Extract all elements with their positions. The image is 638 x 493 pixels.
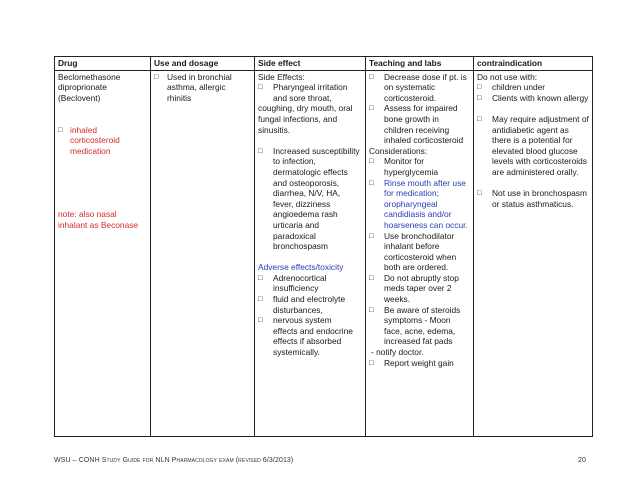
list-item — [58, 125, 147, 157]
side-effect-item: Increased susceptibility to infection, dermatologic effects and osteoporosis, diarrhea, N/V, HA, fever, dizziness angioedema rash urticaria and paradoxical bronchospasm — [273, 145, 360, 252]
checkbox-bullet-icon: □ — [258, 315, 263, 325]
adverse-effects-heading: Adverse effects/toxicity — [258, 262, 344, 273]
checkbox-bullet-icon: □ — [369, 177, 374, 187]
teaching-item: Assess for impaired bone growth in children receiving inhaled corticosteroid — [384, 103, 464, 146]
list-item — [369, 358, 470, 369]
use-item: Used in bronchial asthma, allergic rhinitis — [167, 71, 232, 103]
list-item — [369, 231, 470, 273]
checkbox-bullet-icon: □ — [369, 71, 374, 81]
page-number: 20 — [578, 457, 586, 464]
checkbox-bullet-icon: □ — [258, 82, 263, 92]
table-header-row — [55, 57, 593, 71]
checkbox-bullet-icon: □ — [369, 156, 374, 166]
teaching-notify: - notify doctor. — [371, 347, 424, 358]
contraindication-item: Not use in bronchospasm or status asthmaticus. — [492, 188, 587, 209]
drug-route: inhaled corticosteroid medication — [70, 124, 120, 156]
checkbox-bullet-icon: □ — [258, 272, 263, 282]
checkbox-bullet-icon: □ — [369, 304, 374, 314]
list-item — [477, 188, 589, 209]
list-item — [258, 82, 362, 103]
list-item — [369, 103, 470, 145]
list-item — [369, 305, 470, 347]
header-side-effect: Side effect — [255, 57, 366, 71]
list-item — [477, 114, 589, 178]
side-effect-item: Pharyngeal irritation and sore throat, — [273, 82, 348, 103]
checkbox-bullet-icon: □ — [369, 103, 374, 113]
header-use-dosage: Use and dosage — [151, 57, 255, 71]
page-footer — [54, 456, 592, 467]
teaching-item: Do not abruptly stop meds taper over 2 weeks. — [384, 272, 459, 305]
teaching-item: Report weight gain — [384, 357, 454, 368]
teaching-item: Monitor for hyperglycemia — [384, 156, 438, 177]
checkbox-bullet-icon: □ — [369, 272, 374, 282]
checkbox-bullet-icon: □ — [477, 92, 482, 102]
drug-cell — [55, 70, 151, 436]
header-drug: Drug — [55, 57, 151, 71]
teaching-cell — [366, 70, 474, 436]
side-effect-heading: Side Effects: — [258, 71, 305, 82]
header-contraindication: contraindication — [474, 57, 593, 71]
table-row — [55, 70, 593, 436]
checkbox-bullet-icon: □ — [477, 113, 482, 123]
contraindication-cell — [474, 70, 593, 436]
list-item — [258, 294, 362, 315]
use-cell — [151, 70, 255, 436]
checkbox-bullet-icon: □ — [258, 294, 263, 304]
list-item — [258, 315, 362, 357]
list-item — [477, 93, 589, 104]
teaching-item: Rinse mouth after use for medication; — [384, 177, 466, 199]
list-item — [369, 178, 470, 231]
checkbox-bullet-icon: □ — [258, 145, 263, 155]
checkbox-bullet-icon: □ — [154, 71, 159, 81]
teaching-item-continuation: oropharyngeal candidiasis and/or hoarseness can occur. — [384, 198, 468, 230]
checkbox-bullet-icon: □ — [369, 357, 374, 367]
drug-name-line: diproprionate — [58, 82, 107, 93]
teaching-item: Use bronchodilator inhalant before corticosteroid when both are ordered. — [384, 230, 457, 273]
adverse-item: fluid and electrolyte disturbances, — [273, 294, 346, 315]
side-effect-continuation: coughing, dry mouth, oral fungal infections, and sinusitis. — [258, 103, 353, 135]
contraindication-item: children under — [492, 82, 546, 93]
teaching-item: Decrease dose if pt. is on systematic corticosteroid. — [384, 71, 467, 103]
drug-name-line: Beclomethasone — [58, 71, 121, 82]
footer-title: WSU – CONH Study Guide for NLN Pharmacology exam (revised 6/3/2013) — [54, 457, 294, 464]
drug-name-line: (Beclovent) — [58, 92, 101, 103]
checkbox-bullet-icon: □ — [477, 82, 482, 92]
adverse-item: Adrenocortical insufficiency — [273, 272, 327, 294]
header-teaching-labs: Teaching and labs — [366, 57, 474, 71]
checkbox-bullet-icon: □ — [58, 124, 63, 134]
list-item — [477, 82, 589, 93]
contraindication-heading: Do not use with: — [477, 71, 538, 82]
contraindication-item: Clients with known allergy — [492, 92, 589, 103]
list-item — [369, 273, 470, 305]
checkbox-bullet-icon: □ — [369, 230, 374, 240]
side-effect-cell — [255, 70, 366, 436]
list-item — [258, 146, 362, 252]
considerations-heading: Considerations: — [369, 145, 428, 156]
teaching-item: Be aware of steroids symptoms - Moon face, acne, edema, increased fat pads — [384, 304, 461, 347]
checkbox-bullet-icon: □ — [477, 188, 482, 198]
drug-note: note: also nasal inhalant as Beconase — [58, 209, 139, 230]
list-item — [154, 72, 251, 104]
adverse-item: nervous system effects and endocrine effects if absorbed systemically. — [273, 315, 353, 358]
drug-table — [54, 56, 593, 437]
contraindication-item: May require adjustment of antidiabetic agent as there is a potential for elevated blood glucose levels with corticosteroids are administered orally. — [492, 113, 589, 177]
list-item — [369, 72, 470, 104]
list-item — [258, 273, 362, 294]
list-item — [369, 156, 470, 177]
